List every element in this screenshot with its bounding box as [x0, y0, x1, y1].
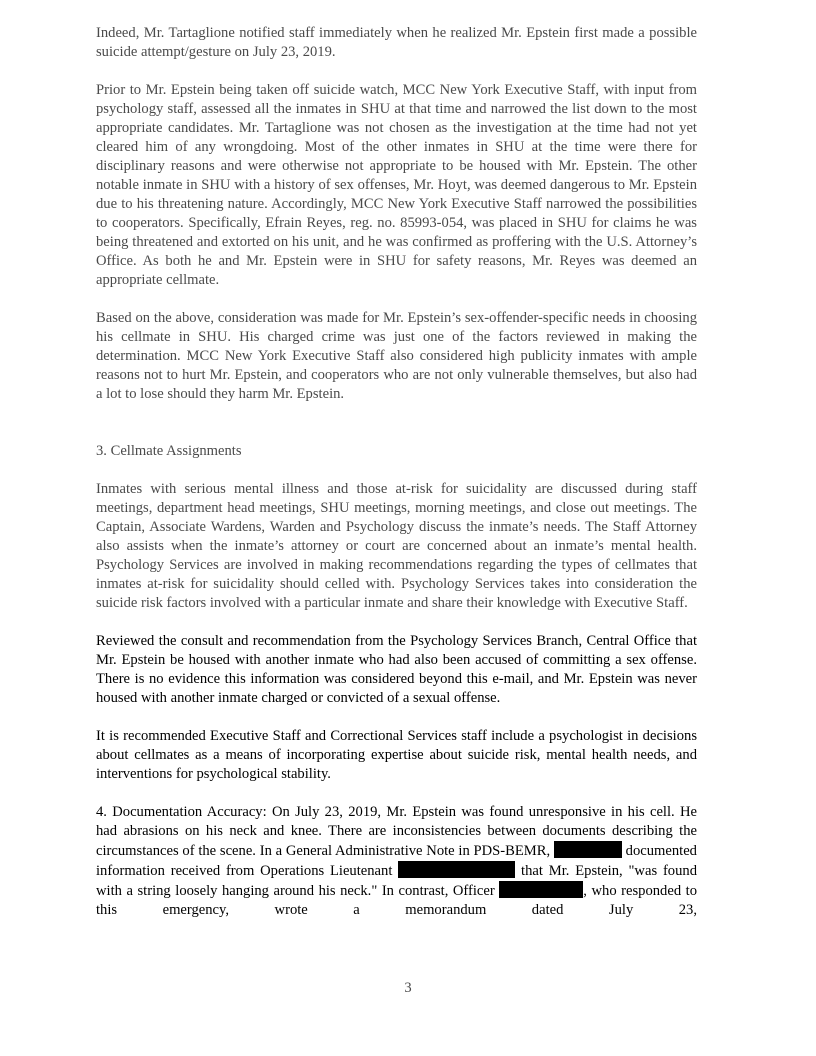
doc-accuracy-text-2: documented information received from Operations Lieutenant [96, 843, 697, 879]
paragraph-mental-illness-discussion: Inmates with serious mental illness and those at-risk for suicidality are discussed during staff meetings, department head meetings, SHU meetings, morning meetings, and close out meetings. The Captain, Associate Wardens, Warden and Psychology discuss the inmate’s needs. The Staff Attorney also assists when the inmate’s attorney or court are concerned about an inmate’s mental health. Psychology Services are involved in making recommendations regarding the types of cellmates that inmates at-risk for suicidality should celled with. Psychology Services takes into consideration the suicide risk factors involved with a particular inmate and share their knowledge with Executive Staff. [96, 481, 697, 611]
page-number: 3 [404, 980, 412, 996]
paragraph-documentation-accuracy [96, 803, 697, 920]
document-page [96, 24, 697, 939]
section-heading-cellmate-assignments: 3. Cellmate Assignments [96, 443, 242, 459]
redaction-block [398, 861, 515, 878]
doc-accuracy-text-4: , who responded to this emergency, wrote a memorandum dated July 23, [96, 883, 698, 918]
doc-accuracy-text-1: 4. Documentation Accuracy: On July 23, 2019, Mr. Epstein was found unresponsive in his cell. He had abrasions on his neck and knee. There are inconsistencies between documents describing the circumstances of the scene. In a General Administrative Note in PDS-BEMR, [96, 804, 697, 859]
paragraph-recommendation: It is recommended Executive Staff and Correctional Services staff include a psychologist in decisions about cellmates as a means of incorporating expertise about suicide risk, mental health needs, and interventions for psychological stability. [96, 728, 697, 782]
redaction-block [499, 881, 583, 898]
paragraph-finding: Reviewed the consult and recommendation from the Psychology Services Branch, Central Office that Mr. Epstein be housed with another inmate who had also been accused of committing a sex offense. There is no evidence this information was considered beyond this e-mail, and Mr. Epstein was never housed with another inmate charged or convicted of a sexual offense. [96, 633, 697, 706]
redaction-block [554, 841, 622, 858]
paragraph-tartaglione-notice: Indeed, Mr. Tartaglione notified staff immediately when he realized Mr. Epstein first made a possible suicide attempt/gesture on July 23, 2019. [96, 25, 697, 60]
paragraph-cellmate-selection: Prior to Mr. Epstein being taken off suicide watch, MCC New York Executive Staff, with input from psychology staff, assessed all the inmates in SHU at that time and narrowed the list down to the most appropriate candidates. Mr. Tartaglione was not chosen as the investigation at the time had not yet cleared him of any wrongdoing. Most of the other inmates in SHU at the time were there for disciplinary reasons and were otherwise not appropriate to be housed with Mr. Epstein. The other notable inmate in SHU with a history of sex offenses, Mr. Hoyt, was deemed dangerous to Mr. Epstein due to his threatening nature. Accordingly, MCC New York Executive Staff narrowed the possibilities to cooperators. Specifically, Efrain Reyes, reg. no. 85993-054, was placed in SHU for claims he was being threatened and extorted on his unit, and he was confirmed as proffering with the U.S. Attorney’s Office. As both he and Mr. Epstein were in SHU for safety reasons, Mr. Reyes was deemed an appropriate cellmate. [96, 82, 697, 288]
paragraph-sex-offender-needs: Based on the above, consideration was made for Mr. Epstein’s sex-offender-specific needs in choosing his cellmate in SHU. His charged crime was just one of the factors reviewed in making the determination. MCC New York Executive Staff also considered high publicity inmates with ample reasons not to hurt Mr. Epstein, and cooperators who are not only vulnerable themselves, but also had a lot to lose should they harm Mr. Epstein. [96, 310, 697, 402]
doc-accuracy-text-3: that Mr. Epstein, "was found with a string loosely hanging around his neck." In contrast, Officer [96, 863, 697, 899]
